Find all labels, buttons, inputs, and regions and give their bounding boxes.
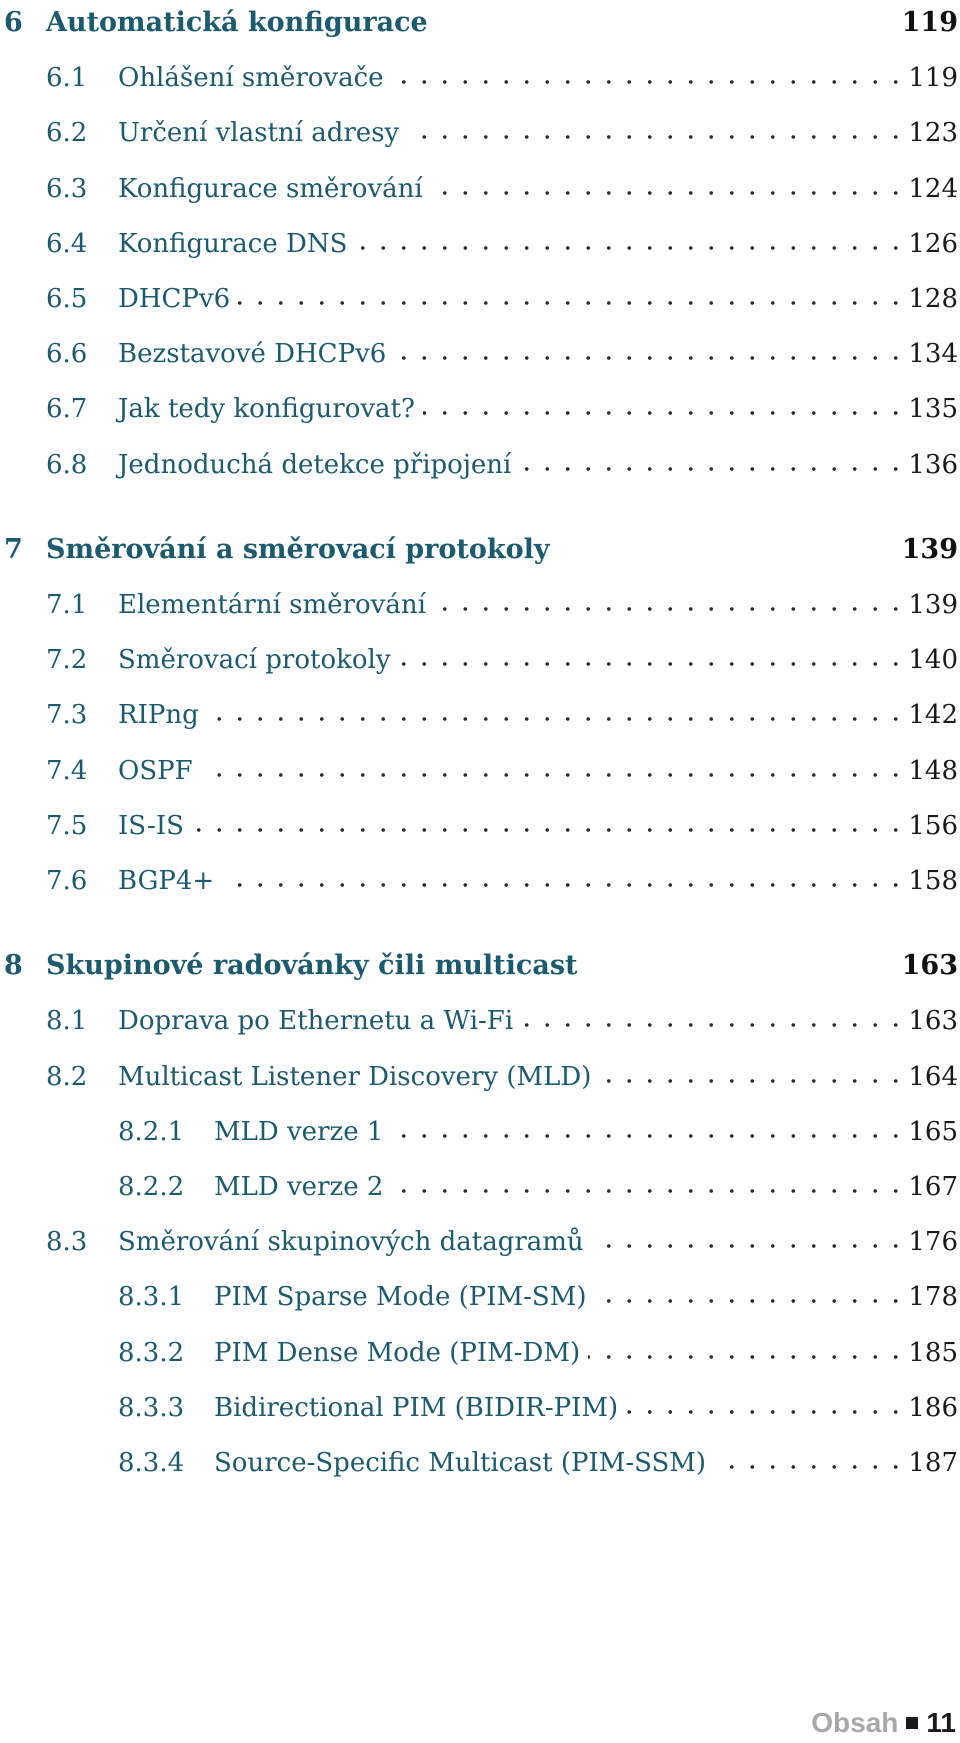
toc-title: Skupinové radovánky čili multicast [46, 950, 578, 982]
toc-number: 8.2.2 [118, 1172, 185, 1202]
toc-entry[interactable] [0, 53, 960, 99]
toc-page-number: 124 [908, 173, 958, 204]
toc-entry[interactable] [0, 1383, 960, 1429]
toc-title: RIPng [118, 700, 199, 731]
toc-entry[interactable] [0, 746, 960, 792]
toc-title: IS-IS [118, 810, 184, 841]
toc-entry[interactable] [0, 580, 960, 626]
toc-title: DHCPv6 [118, 284, 231, 314]
toc-entry[interactable] [0, 801, 960, 847]
toc-page-number: 136 [908, 449, 958, 480]
toc-number: 8.3.1 [118, 1282, 185, 1313]
toc-title: Bezstavové DHCPv6 [118, 339, 387, 370]
dot-leader [391, 1133, 906, 1139]
toc-title: Konfigurace DNS [118, 228, 348, 259]
toc-entry[interactable] [0, 164, 960, 210]
toc-page-number: 163 [901, 950, 958, 982]
toc-entry[interactable] [0, 1328, 960, 1374]
toc-entry[interactable] [0, 274, 960, 320]
toc-page-number: 139 [901, 533, 958, 565]
toc-entry[interactable] [0, 1052, 960, 1098]
dot-leader [595, 1298, 906, 1304]
toc-chapter[interactable] [0, 941, 960, 987]
toc-title: Směrování a směrovací protokoly [46, 533, 550, 565]
toc-number: 6.7 [46, 394, 88, 425]
toc-number: 8.1 [46, 1006, 88, 1037]
toc-page-number: 139 [908, 590, 958, 620]
toc-entry[interactable] [0, 440, 960, 486]
dot-leader [201, 772, 906, 778]
toc-page-number: 119 [908, 63, 958, 94]
dot-leader [714, 1464, 906, 1470]
toc-page-number: 186 [908, 1392, 958, 1423]
toc-number: 8.2.1 [118, 1116, 185, 1147]
dot-leader [434, 606, 906, 612]
footer-label: Obsah [811, 1707, 899, 1738]
toc-page-number: 163 [908, 1006, 958, 1037]
dot-leader [599, 1078, 906, 1084]
toc-title: Směrování skupinových datagramů [118, 1227, 584, 1258]
toc-page-number: 140 [908, 645, 958, 676]
toc-entry[interactable] [0, 635, 960, 681]
toc-page-number: 185 [908, 1337, 958, 1368]
dot-leader [626, 1409, 906, 1415]
toc-number: 6.1 [46, 63, 88, 94]
dot-leader [355, 245, 906, 251]
footer-page-number: 11 [926, 1707, 956, 1738]
toc-entry[interactable] [0, 1217, 960, 1263]
toc-title: Multicast Listener Discovery (MLD) [118, 1061, 592, 1092]
toc-title: Ohlášení směrovače [118, 63, 384, 94]
toc-title: MLD verze 2 [214, 1172, 384, 1202]
toc-entry[interactable] [0, 1107, 960, 1153]
toc-number: 8.3.4 [118, 1448, 185, 1478]
toc-title: BGP4+ [118, 866, 215, 896]
toc-page-number: 123 [908, 118, 958, 149]
toc-number: 7.1 [46, 590, 88, 620]
toc-page-number: 128 [908, 284, 958, 314]
dot-leader [207, 716, 906, 722]
toc-number: 7 [4, 533, 23, 565]
toc-page-number: 119 [901, 7, 958, 38]
toc-page-number: 158 [908, 866, 958, 896]
dot-leader [192, 827, 906, 833]
dot-leader [592, 1243, 906, 1249]
toc-title: MLD verze 1 [214, 1116, 384, 1147]
dot-leader [394, 355, 906, 361]
toc-title: OSPF [118, 755, 193, 786]
toc-number: 8 [4, 950, 23, 982]
toc-entry[interactable] [0, 996, 960, 1042]
toc-number: 8.2 [46, 1061, 88, 1092]
toc-title: Automatická konfigurace [46, 7, 428, 38]
dot-leader [431, 190, 906, 196]
toc-page-number: 176 [908, 1227, 958, 1258]
toc-number: 8.3.3 [118, 1392, 185, 1423]
toc-number: 6.8 [46, 449, 88, 480]
dot-leader [519, 466, 906, 472]
toc-entry[interactable] [0, 384, 960, 430]
dot-leader [521, 1022, 906, 1028]
toc-number: 6 [4, 7, 23, 38]
toc-number: 7.5 [46, 810, 88, 841]
toc-title: Směrovací protokoly [118, 645, 391, 676]
toc-page-number: 164 [908, 1061, 958, 1092]
dot-leader [407, 134, 906, 140]
toc-page-number: 178 [908, 1282, 958, 1313]
toc-number: 6.3 [46, 173, 88, 204]
toc-entry[interactable] [0, 108, 960, 154]
toc-entry[interactable] [0, 690, 960, 736]
toc-number: 7.3 [46, 700, 88, 731]
toc-entry[interactable] [0, 329, 960, 375]
toc-page-number: 142 [908, 700, 958, 731]
toc-page-number: 165 [908, 1116, 958, 1147]
toc-page-number: 135 [908, 394, 958, 425]
toc-title: Konfigurace směrování [118, 173, 423, 204]
toc-entry[interactable] [0, 1438, 960, 1484]
page-footer [811, 1703, 956, 1743]
toc-title: Source-Specific Multicast (PIM-SSM) [214, 1448, 707, 1478]
toc-number: 6.4 [46, 228, 88, 259]
dot-leader [238, 300, 906, 306]
toc-title: Elementární směrování [118, 590, 426, 620]
toc-title: Bidirectional PIM (BIDIR-PIM) [214, 1392, 619, 1423]
toc-title: Doprava po Ethernetu a Wi-Fi [118, 1006, 514, 1037]
toc-number: 7.6 [46, 866, 88, 896]
toc-entry[interactable] [0, 856, 960, 902]
toc-entry[interactable] [0, 1162, 960, 1208]
dot-leader [588, 1354, 906, 1360]
toc-number: 7.2 [46, 645, 88, 676]
dot-leader [222, 882, 906, 888]
toc-chapter[interactable] [0, 525, 960, 571]
toc-page-number: 167 [908, 1172, 958, 1202]
toc-page-number: 187 [908, 1448, 958, 1478]
dot-leader [391, 1188, 906, 1194]
dot-leader [392, 79, 906, 85]
toc-title: PIM Dense Mode (PIM-DM) [214, 1337, 581, 1368]
toc-number: 8.3 [46, 1227, 88, 1258]
toc-chapter[interactable] [0, 0, 960, 44]
toc-page-number: 134 [908, 339, 958, 370]
toc-number: 7.4 [46, 755, 88, 786]
toc-number: 6.2 [46, 118, 88, 149]
dot-leader [399, 661, 906, 667]
toc-number: 6.6 [46, 339, 88, 370]
toc-number: 6.5 [46, 284, 88, 314]
toc-page-number: 156 [908, 810, 958, 841]
toc-number: 8.3.2 [118, 1337, 185, 1368]
toc-page-number: 148 [908, 755, 958, 786]
toc-title: Určení vlastní adresy [118, 118, 400, 149]
toc-page-number: 126 [908, 228, 958, 259]
toc-title: PIM Sparse Mode (PIM-SM) [214, 1282, 587, 1313]
footer-square-icon [906, 1717, 918, 1729]
toc-entry[interactable] [0, 1272, 960, 1318]
toc-title: Jak tedy konfigurovat? [118, 394, 415, 425]
dot-leader [423, 410, 906, 416]
toc-entry[interactable] [0, 219, 960, 265]
toc-title: Jednoduchá detekce připojení [118, 449, 512, 480]
